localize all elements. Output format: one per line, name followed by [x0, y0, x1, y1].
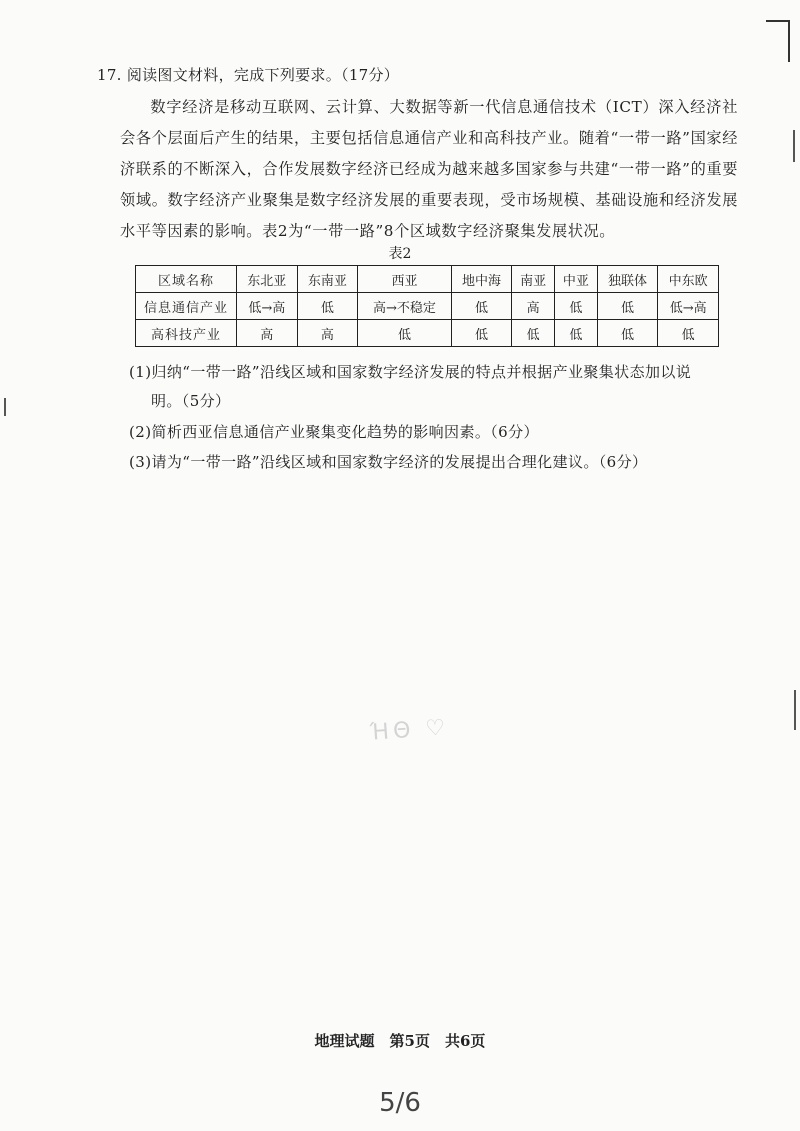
table-cell: 中东欧 [658, 266, 719, 293]
right-edge-mark [793, 130, 795, 162]
page-indicator: 5/6 [379, 1088, 421, 1118]
table-cell: 高→不稳定 [358, 293, 452, 320]
left-edge-mark [4, 398, 6, 416]
subquestion-1-line1: (1)归纳“一带一路”沿线区域和国家数字经济发展的特点并根据产业聚集状态加以说 [129, 363, 692, 381]
data-table [135, 265, 719, 347]
table-cell: 低 [451, 320, 512, 347]
subquestion-1 [129, 361, 691, 411]
table-cell: 东南亚 [297, 266, 358, 293]
right-edge-mark [794, 690, 796, 730]
table-cell: 信息通信产业 [136, 293, 237, 320]
faint-watermark: ΉΘ ♡ [369, 715, 450, 746]
table-cell: 南亚 [512, 266, 555, 293]
table-caption: 表2 [388, 246, 412, 262]
table-cell: 高科技产业 [136, 320, 237, 347]
table-cell: 低 [358, 320, 452, 347]
table-cell: 东北亚 [237, 266, 298, 293]
table-cell: 低 [555, 320, 598, 347]
table-cell: 低 [658, 320, 719, 347]
table-cell: 低 [512, 320, 555, 347]
table-row [136, 320, 719, 347]
table-cell: 低 [597, 293, 658, 320]
corner-crop-mark [766, 20, 790, 62]
table-header-row [136, 266, 719, 293]
table-cell: 区域名称 [136, 266, 237, 293]
table-cell: 低→高 [237, 293, 298, 320]
table-cell: 高 [237, 320, 298, 347]
subquestion-3: (3)请为“一带一路”沿线区域和国家数字经济的发展提出合理化建议。（6分） [129, 453, 648, 471]
table-cell: 中亚 [555, 266, 598, 293]
table-row [136, 293, 719, 320]
table-cell: 高 [512, 293, 555, 320]
table-cell: 低 [297, 293, 358, 320]
question-passage: 数字经济是移动互联网、云计算、大数据等新一代信息通信技术（ICT）深入经济社会各个层面后产生的结果，主要包括信息通信产业和高科技产业。随着“一带一路”国家经济联系的不断深入，合作发展数字经济已经成为越来越多国家参与共建“一带一路”的重要领域。数字经济产业聚集是数字经济发展的重要表现，受市场规模、基础设施和经济发展水平等因素的影响。表2为“一带一路”8个区域数字经济聚集发展状况。 [120, 98, 738, 240]
question-title: 17. 阅读图文材料，完成下列要求。（17分） [97, 66, 400, 84]
page-footer: 地理试题 第5页 共6页 [314, 1032, 486, 1050]
table-cell: 地中海 [451, 266, 512, 293]
subquestion-1-line2: 明。（5分） [151, 392, 231, 410]
table-cell: 高 [297, 320, 358, 347]
table-cell: 独联体 [597, 266, 658, 293]
subquestion-2: (2)简析西亚信息通信产业聚集变化趋势的影响因素。（6分） [129, 423, 539, 441]
table-cell: 低 [451, 293, 512, 320]
table-cell: 西亚 [358, 266, 452, 293]
table-cell: 低 [555, 293, 598, 320]
table-cell: 低 [597, 320, 658, 347]
table-cell: 低→高 [658, 293, 719, 320]
